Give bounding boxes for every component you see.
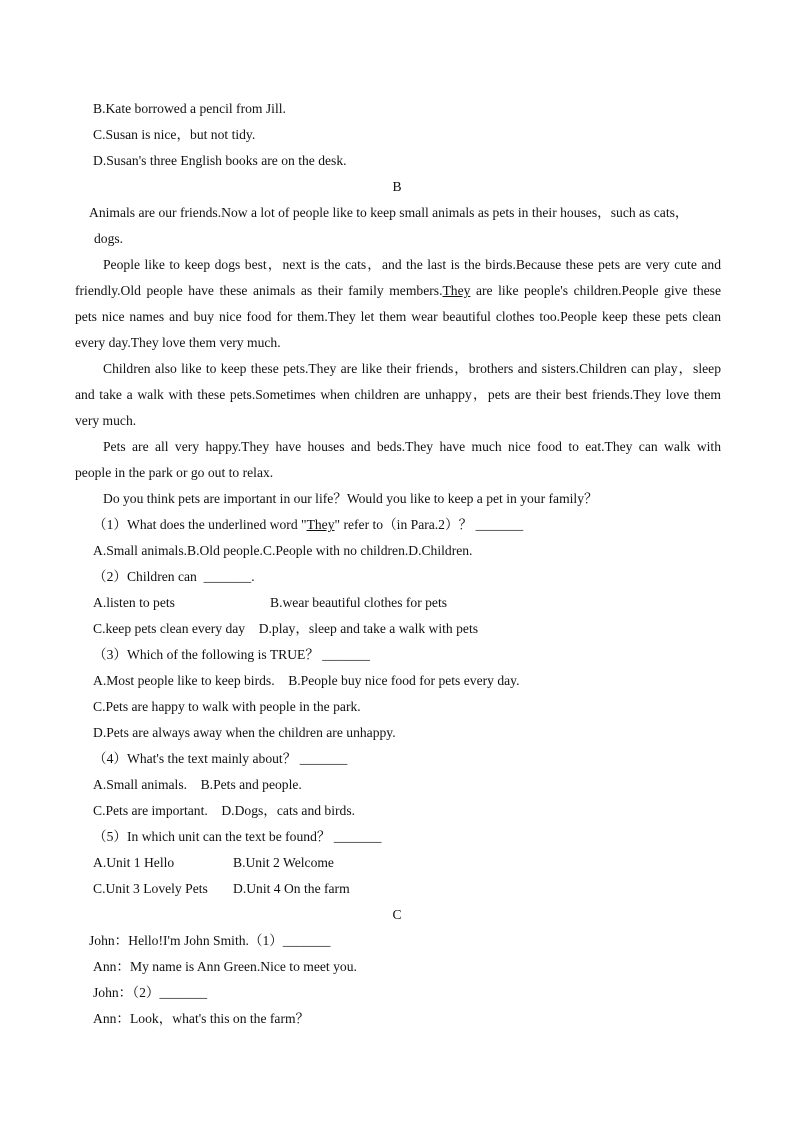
para2-line-3: very much. — [75, 413, 137, 428]
partA-option-b: B.Kate borrowed a pencil from Jill. — [93, 101, 286, 116]
question-4-options-cd: C.Pets are important. D.Dogs，cats and birds. — [93, 803, 356, 818]
question-1-underlined: They — [306, 517, 335, 532]
para1-line-4: every day.They love them very much. — [75, 335, 281, 350]
partA-option-c: C.Susan is nice，but not tidy. — [93, 127, 256, 142]
para1-line-3: pets nice names and buy nice food for them.They let them wear beautiful clothes too.People keep these pets clean — [75, 309, 721, 324]
dialogue-line-2: Ann：My name is Ann Green.Nice to meet you. — [93, 959, 357, 974]
question-5-option-d: D.Unit 4 On the farm — [233, 881, 350, 896]
para2-line-1: Children also like to keep these pets.They are like their friends，brothers and sisters.Children can play，sleep — [103, 361, 721, 376]
question-1-options: A.Small animals.B.Old people.C.People with no children.D.Children. — [93, 543, 473, 558]
question-3-options-ab: A.Most people like to keep birds. B.People buy nice food for pets every day. — [93, 673, 520, 688]
para3-line-1: Pets are all very happy.They have houses and beds.They have much nice food to eat.They can walk with — [103, 439, 721, 454]
intro-line-1: Animals are our friends.Now a lot of people like to keep small animals as pets in their houses，such as cats， — [89, 205, 689, 220]
question-5-option-b: B.Unit 2 Welcome — [233, 855, 334, 870]
section-heading-b: B — [392, 179, 402, 194]
question-5-option-a: A.Unit 1 Hello — [93, 855, 175, 870]
para1-line-2-post: are like people's children.People give these — [470, 283, 721, 298]
section-heading-c: C — [392, 907, 402, 922]
question-4-options-ab: A.Small animals. B.Pets and people. — [93, 777, 302, 792]
question-4: （4）What's the text mainly about？ _______ — [93, 751, 348, 766]
para2-line-2: and take a walk with these pets.Sometimes when children are unhappy，pets are their best friends.They love them — [75, 387, 721, 402]
question-1-post: " refer to（in Para.2）？ _______ — [334, 517, 524, 532]
para1-line-2 — [75, 283, 721, 299]
intro-line-2: dogs. — [94, 231, 124, 246]
question-3-option-d: D.Pets are always away when the children are unhappy. — [93, 725, 396, 740]
partA-option-d: D.Susan's three English books are on the desk. — [93, 153, 347, 168]
question-2: （2）Children can _______. — [93, 569, 255, 584]
question-5: （5）In which unit can the text be found？ _______ — [93, 829, 382, 844]
question-2-option-a: A.listen to pets — [93, 595, 175, 610]
question-1-pre: （1）What does the underlined word " — [93, 517, 307, 532]
dialogue-line-1: John：Hello!I'm John Smith.（1）_______ — [89, 933, 331, 948]
para3-line-2: people in the park or go out to relax. — [75, 465, 274, 480]
question-2-option-b: B.wear beautiful clothes for pets — [270, 595, 448, 610]
underlined-word-they: They — [442, 283, 471, 298]
question-5-option-c: C.Unit 3 Lovely Pets — [93, 881, 208, 896]
dialogue-line-4: Ann：Look，what's this on the farm？ — [93, 1011, 310, 1026]
question-3-option-c: C.Pets are happy to walk with people in the park. — [93, 699, 361, 714]
para1-line-1: People like to keep dogs best，next is the cats，and the last is the birds.Because these pets are very cute and — [103, 257, 721, 272]
question-1 — [93, 517, 523, 533]
dialogue-line-3: John：（2）_______ — [93, 985, 208, 1000]
question-2-options-cd: C.keep pets clean every day D.play，sleep and take a walk with pets — [93, 621, 479, 636]
para1-line-2-pre: friendly.Old people have these animals as their family members. — [75, 283, 443, 298]
para4: Do you think pets are important in our life？Would you like to keep a pet in your family？ — [103, 491, 598, 506]
question-3: （3）Which of the following is TRUE？ _______ — [93, 647, 370, 662]
